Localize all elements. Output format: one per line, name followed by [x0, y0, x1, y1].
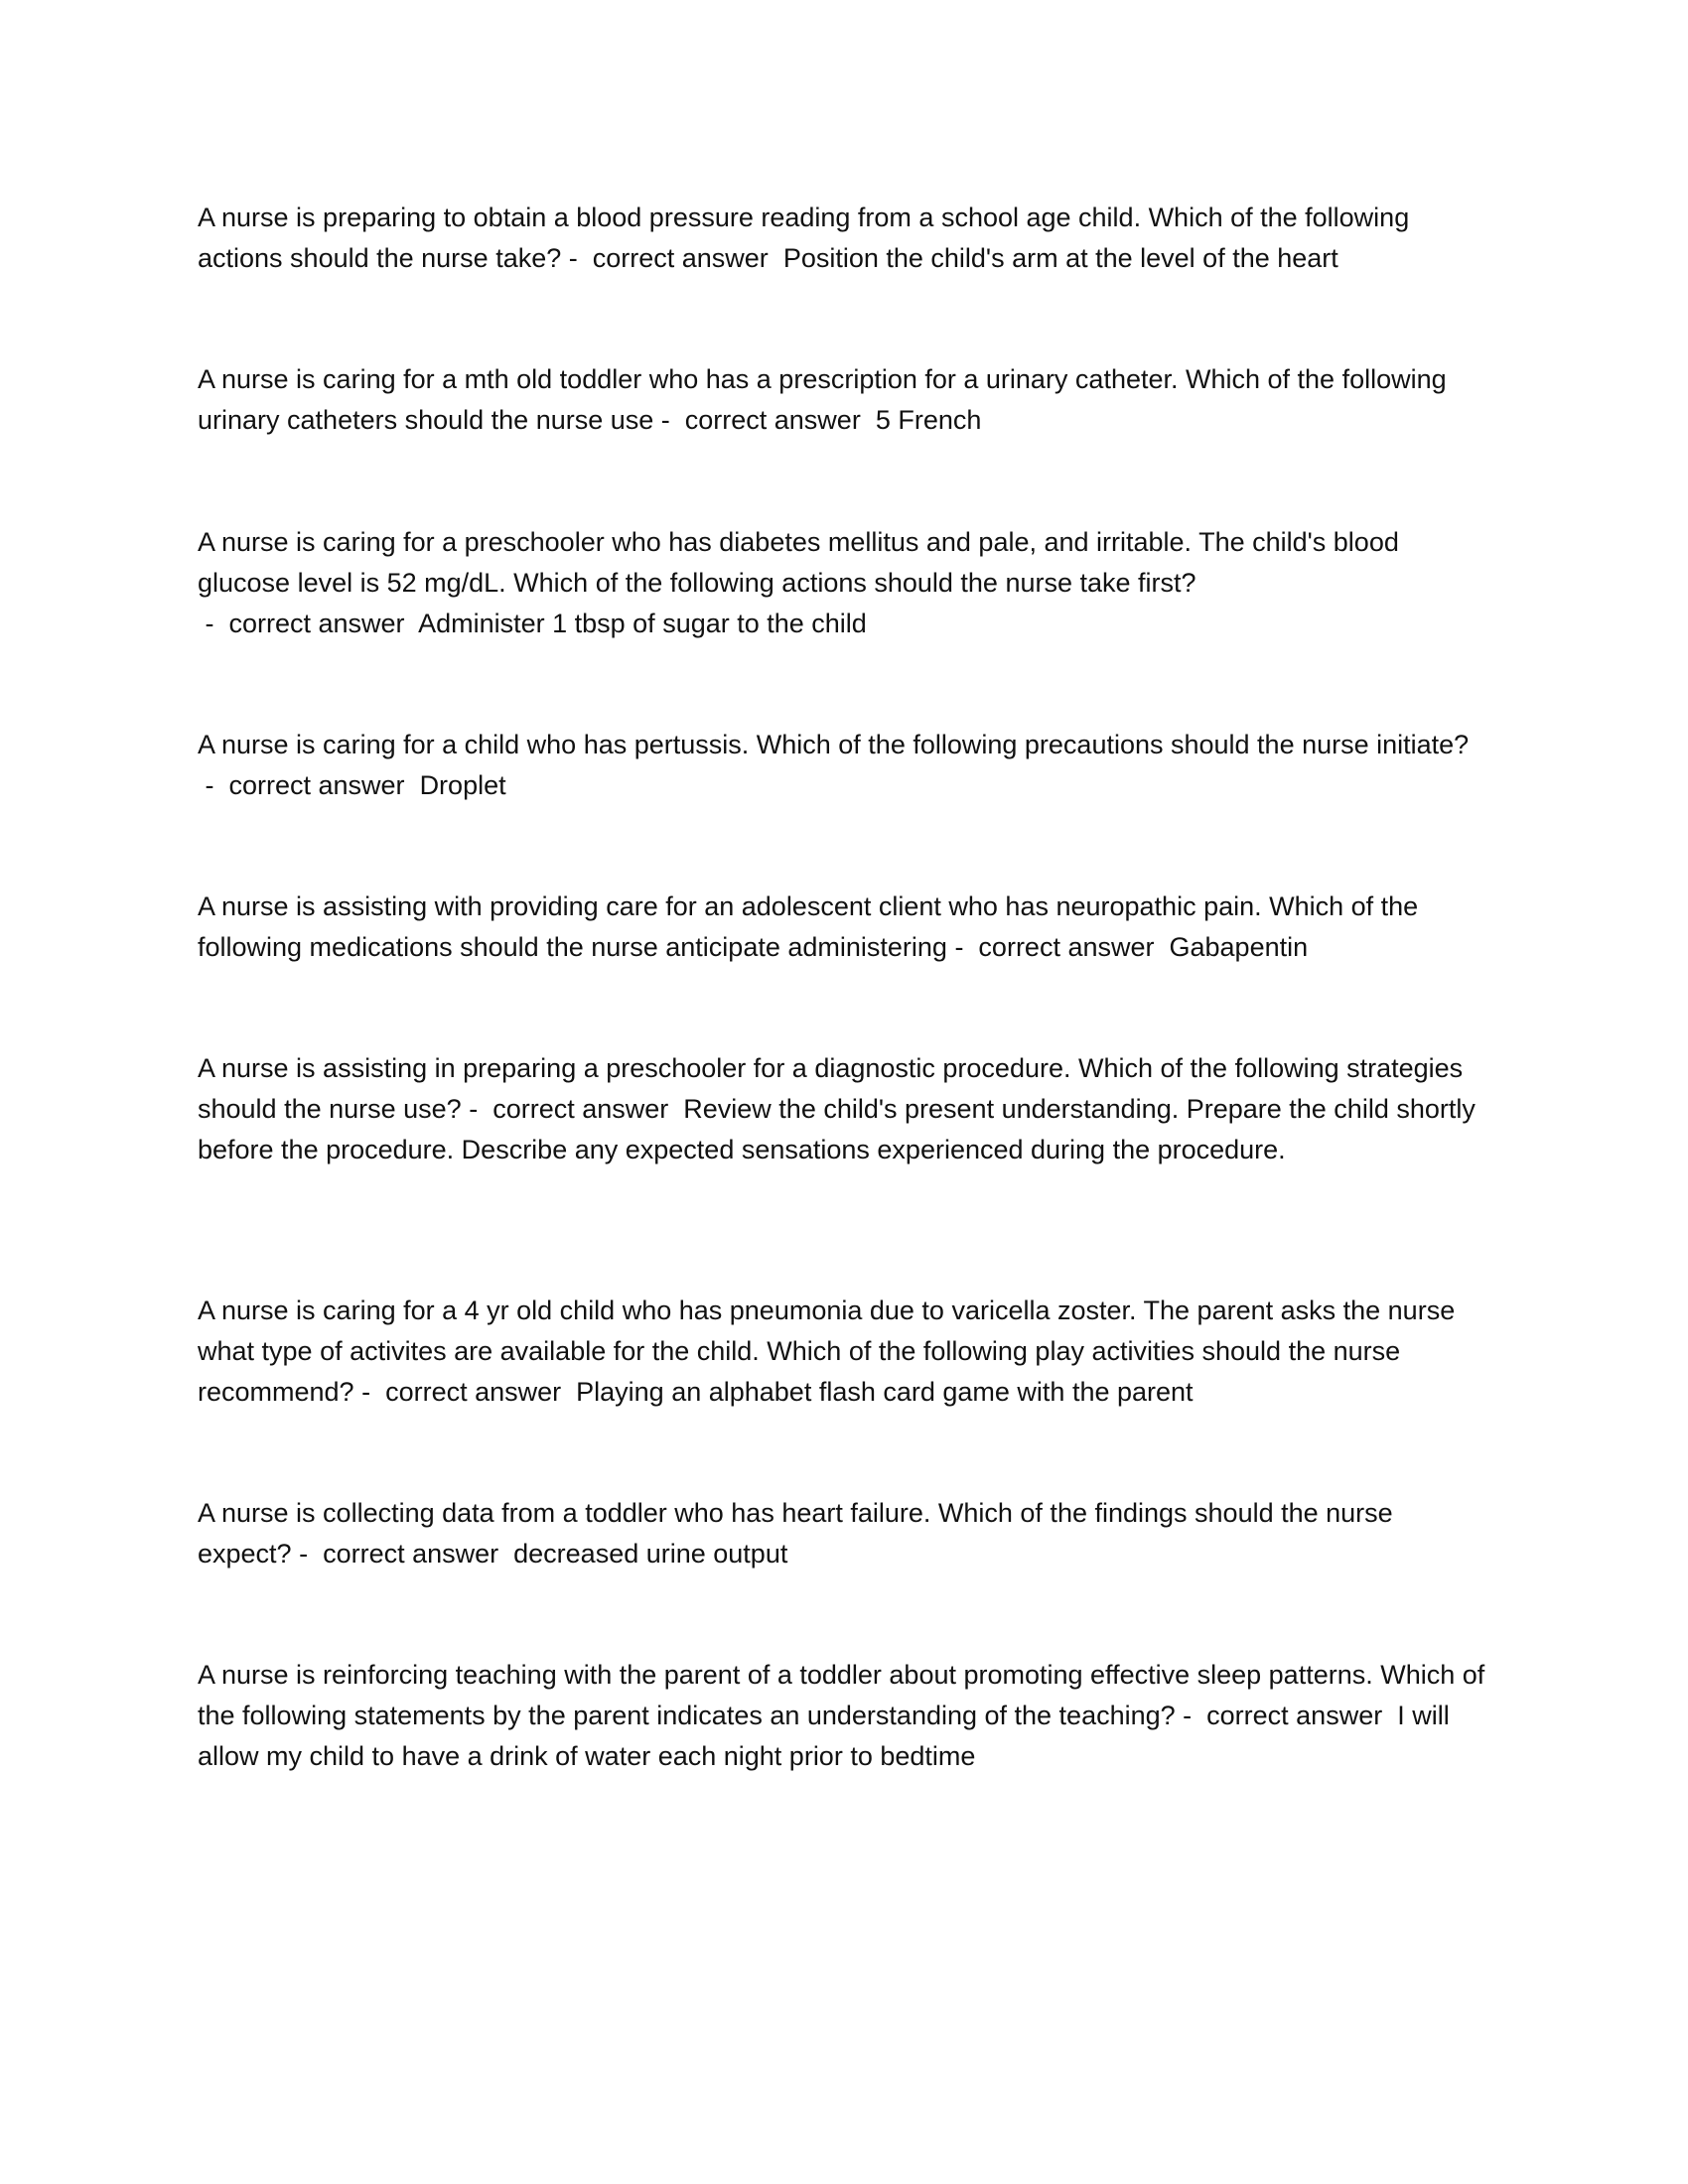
- answer-separator: - correct answer: [561, 243, 783, 273]
- answer-text: Review the child's present understanding. Prepare the child shortly before the procedure. Describe any expected sensations experienced during the procedure.: [198, 1094, 1476, 1164]
- question-text: A nurse is caring for a child who has pertussis. Which of the following precautions should the nurse initiate?: [198, 730, 1470, 759]
- answer-text: Droplet: [419, 770, 506, 800]
- question-text: A nurse is caring for a 4 yr old child who has pneumonia due to varicella zoster. The parent asks the nurse what type of activites are available for the child. Which of the following play activities should the nurse recommend?: [198, 1296, 1456, 1407]
- answer-separator: - correct answer: [461, 1094, 684, 1124]
- question-text: A nurse is caring for a preschooler who has diabetes mellitus and pale, and irritable. The child's blood glucose level is 52 mg/dL. Which of the following actions should the nurse take first?: [198, 527, 1399, 598]
- answer-separator: - correct answer: [1175, 1701, 1398, 1730]
- answer-text: Position the child's arm at the level of the heart: [782, 243, 1338, 273]
- qa-item: [198, 522, 1488, 644]
- question-text: A nurse is preparing to obtain a blood pressure reading from a school age child. Which of the following actions should the nurse take?: [198, 203, 1410, 273]
- qa-item: [198, 1048, 1488, 1170]
- qa-item: [198, 725, 1488, 806]
- question-text: A nurse is assisting with providing care for an adolescent client who has neuropathic pain. Which of the following medications should the nurse anticipate administering: [198, 891, 1419, 962]
- question-text: A nurse is collecting data from a toddler who has heart failure. Which of the findings should the nurse expect?: [198, 1498, 1393, 1569]
- answer-text: I will allow my child to have a drink of water each night prior to bedtime: [198, 1701, 1450, 1771]
- qa-item: [198, 1493, 1488, 1574]
- question-text: A nurse is assisting in preparing a preschooler for a diagnostic procedure. Which of the following strategies should the nurse use?: [198, 1053, 1464, 1124]
- answer-separator: - correct answer: [291, 1539, 514, 1569]
- answer-separator: - correct answer: [946, 932, 1170, 962]
- answer-separator: - correct answer: [653, 405, 876, 435]
- answer-separator: - correct answer: [353, 1377, 577, 1407]
- question-text: A nurse is reinforcing teaching with the parent of a toddler about promoting effective sleep patterns. Which of the following statements by the parent indicates an understanding of the teaching?: [198, 1660, 1485, 1730]
- qa-item: [198, 1291, 1488, 1413]
- qa-item: [198, 198, 1488, 279]
- answer-text: Administer 1 tbsp of sugar to the child: [418, 609, 867, 638]
- qa-item: [198, 359, 1488, 441]
- question-text: A nurse is caring for a mth old toddler who has a prescription for a urinary catheter. Which of the following urinary catheters should the nurse use: [198, 364, 1447, 435]
- answer-text: Gabapentin: [1169, 932, 1309, 962]
- answer-text: Playing an alphabet flash card game with the parent: [576, 1377, 1194, 1407]
- answer-text: decreased urine output: [513, 1539, 788, 1569]
- answer-separator: - correct answer: [198, 770, 420, 800]
- qa-item: [198, 887, 1488, 968]
- answer-separator: - correct answer: [198, 609, 419, 638]
- qa-item: [198, 1655, 1488, 1777]
- answer-text: 5 French: [875, 405, 982, 435]
